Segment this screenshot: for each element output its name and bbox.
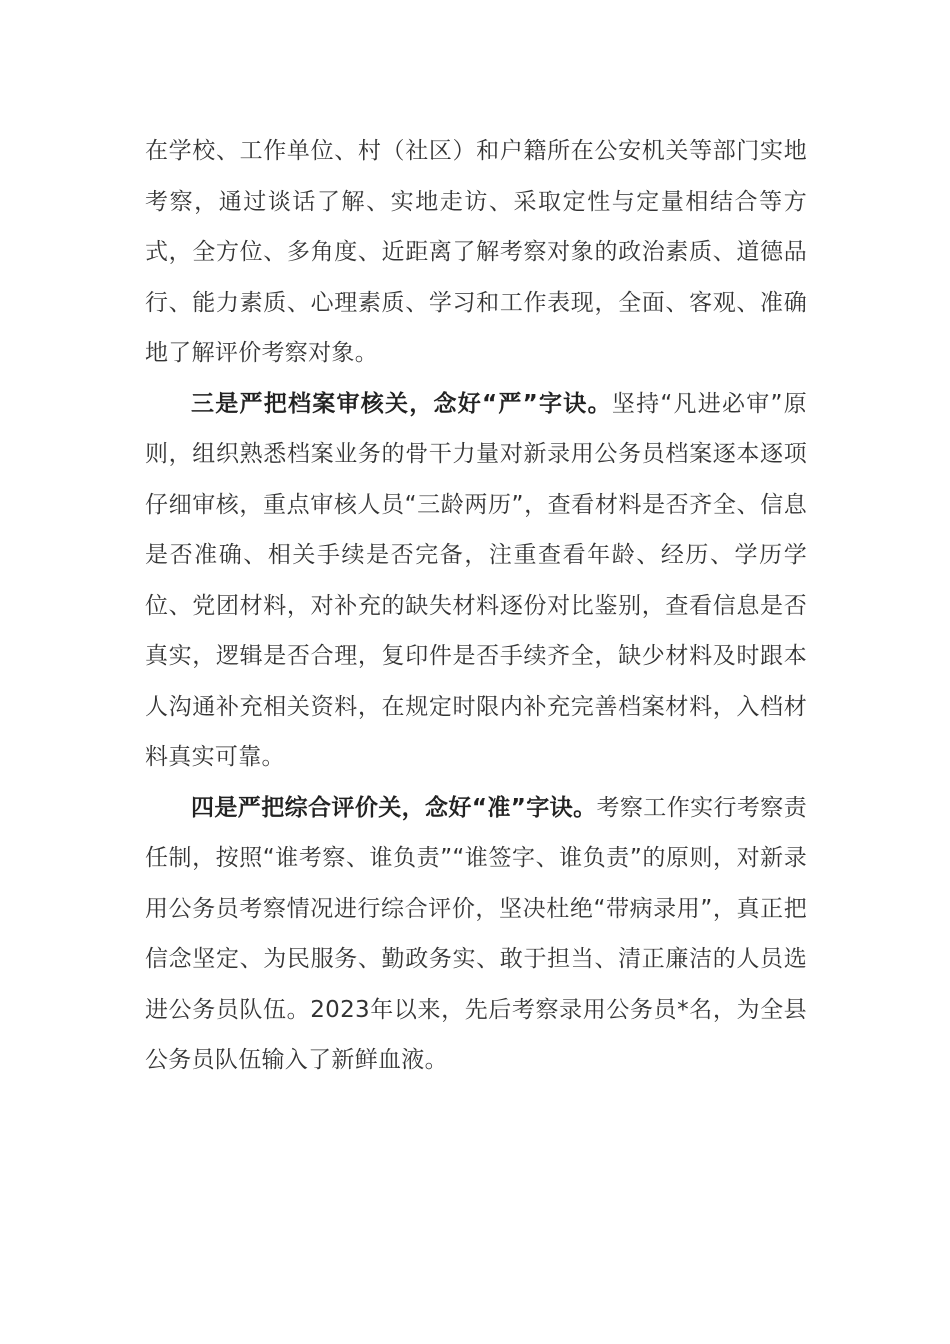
paragraph-2-heading: 三是严把档案审核关，念好“严”字诀。 [191, 390, 612, 417]
paragraph-1 [145, 126, 807, 379]
document-body [145, 126, 807, 1086]
paragraph-2-text: 坚持“凡进必审”原则，组织熟悉档案业务的骨干力量对新录用公务员档案逐本逐项仔细审核，重点审核人员“三龄两历”，查看材料是否齐全、信息是否准确、相关手续是否完备，注重查看年龄、经历、学历学位、党团材料，对补充的缺失材料逐份对比鉴别，查看信息是否真实，逻辑是否合理，复印件是否手续齐全，缺少材料及时跟本人沟通补充相关资料，在规定时限内补充完善档案材料，入档材料真实可靠。 [145, 390, 807, 770]
paragraph-3 [145, 783, 807, 1086]
paragraph-3-heading: 四是严把综合评价关，念好“准”字诀。 [191, 794, 597, 821]
paragraph-1-text: 在学校、工作单位、村（社区）和户籍所在公安机关等部门实地考察，通过谈话了解、实地走访、采取定性与定量相结合等方式，全方位、多角度、近距离了解考察对象的政治素质、道德品行、能力素质、心理素质、学习和工作表现，全面、客观、准确地了解评价考察对象。 [145, 138, 807, 366]
paragraph-3-text: 考察工作实行考察责任制，按照“谁考察、谁负责”“谁签字、谁负责”的原则，对新录用公务员考察情况进行综合评价，坚决杜绝“带病录用”，真正把信念坚定、为民服务、勤政务实、敢于担当、清正廉洁的人员选进公务员队伍。2023年以来，先后考察录用公务员*名，为全县公务员队伍输入了新鲜血液。 [145, 794, 808, 1073]
paragraph-2 [145, 379, 807, 783]
